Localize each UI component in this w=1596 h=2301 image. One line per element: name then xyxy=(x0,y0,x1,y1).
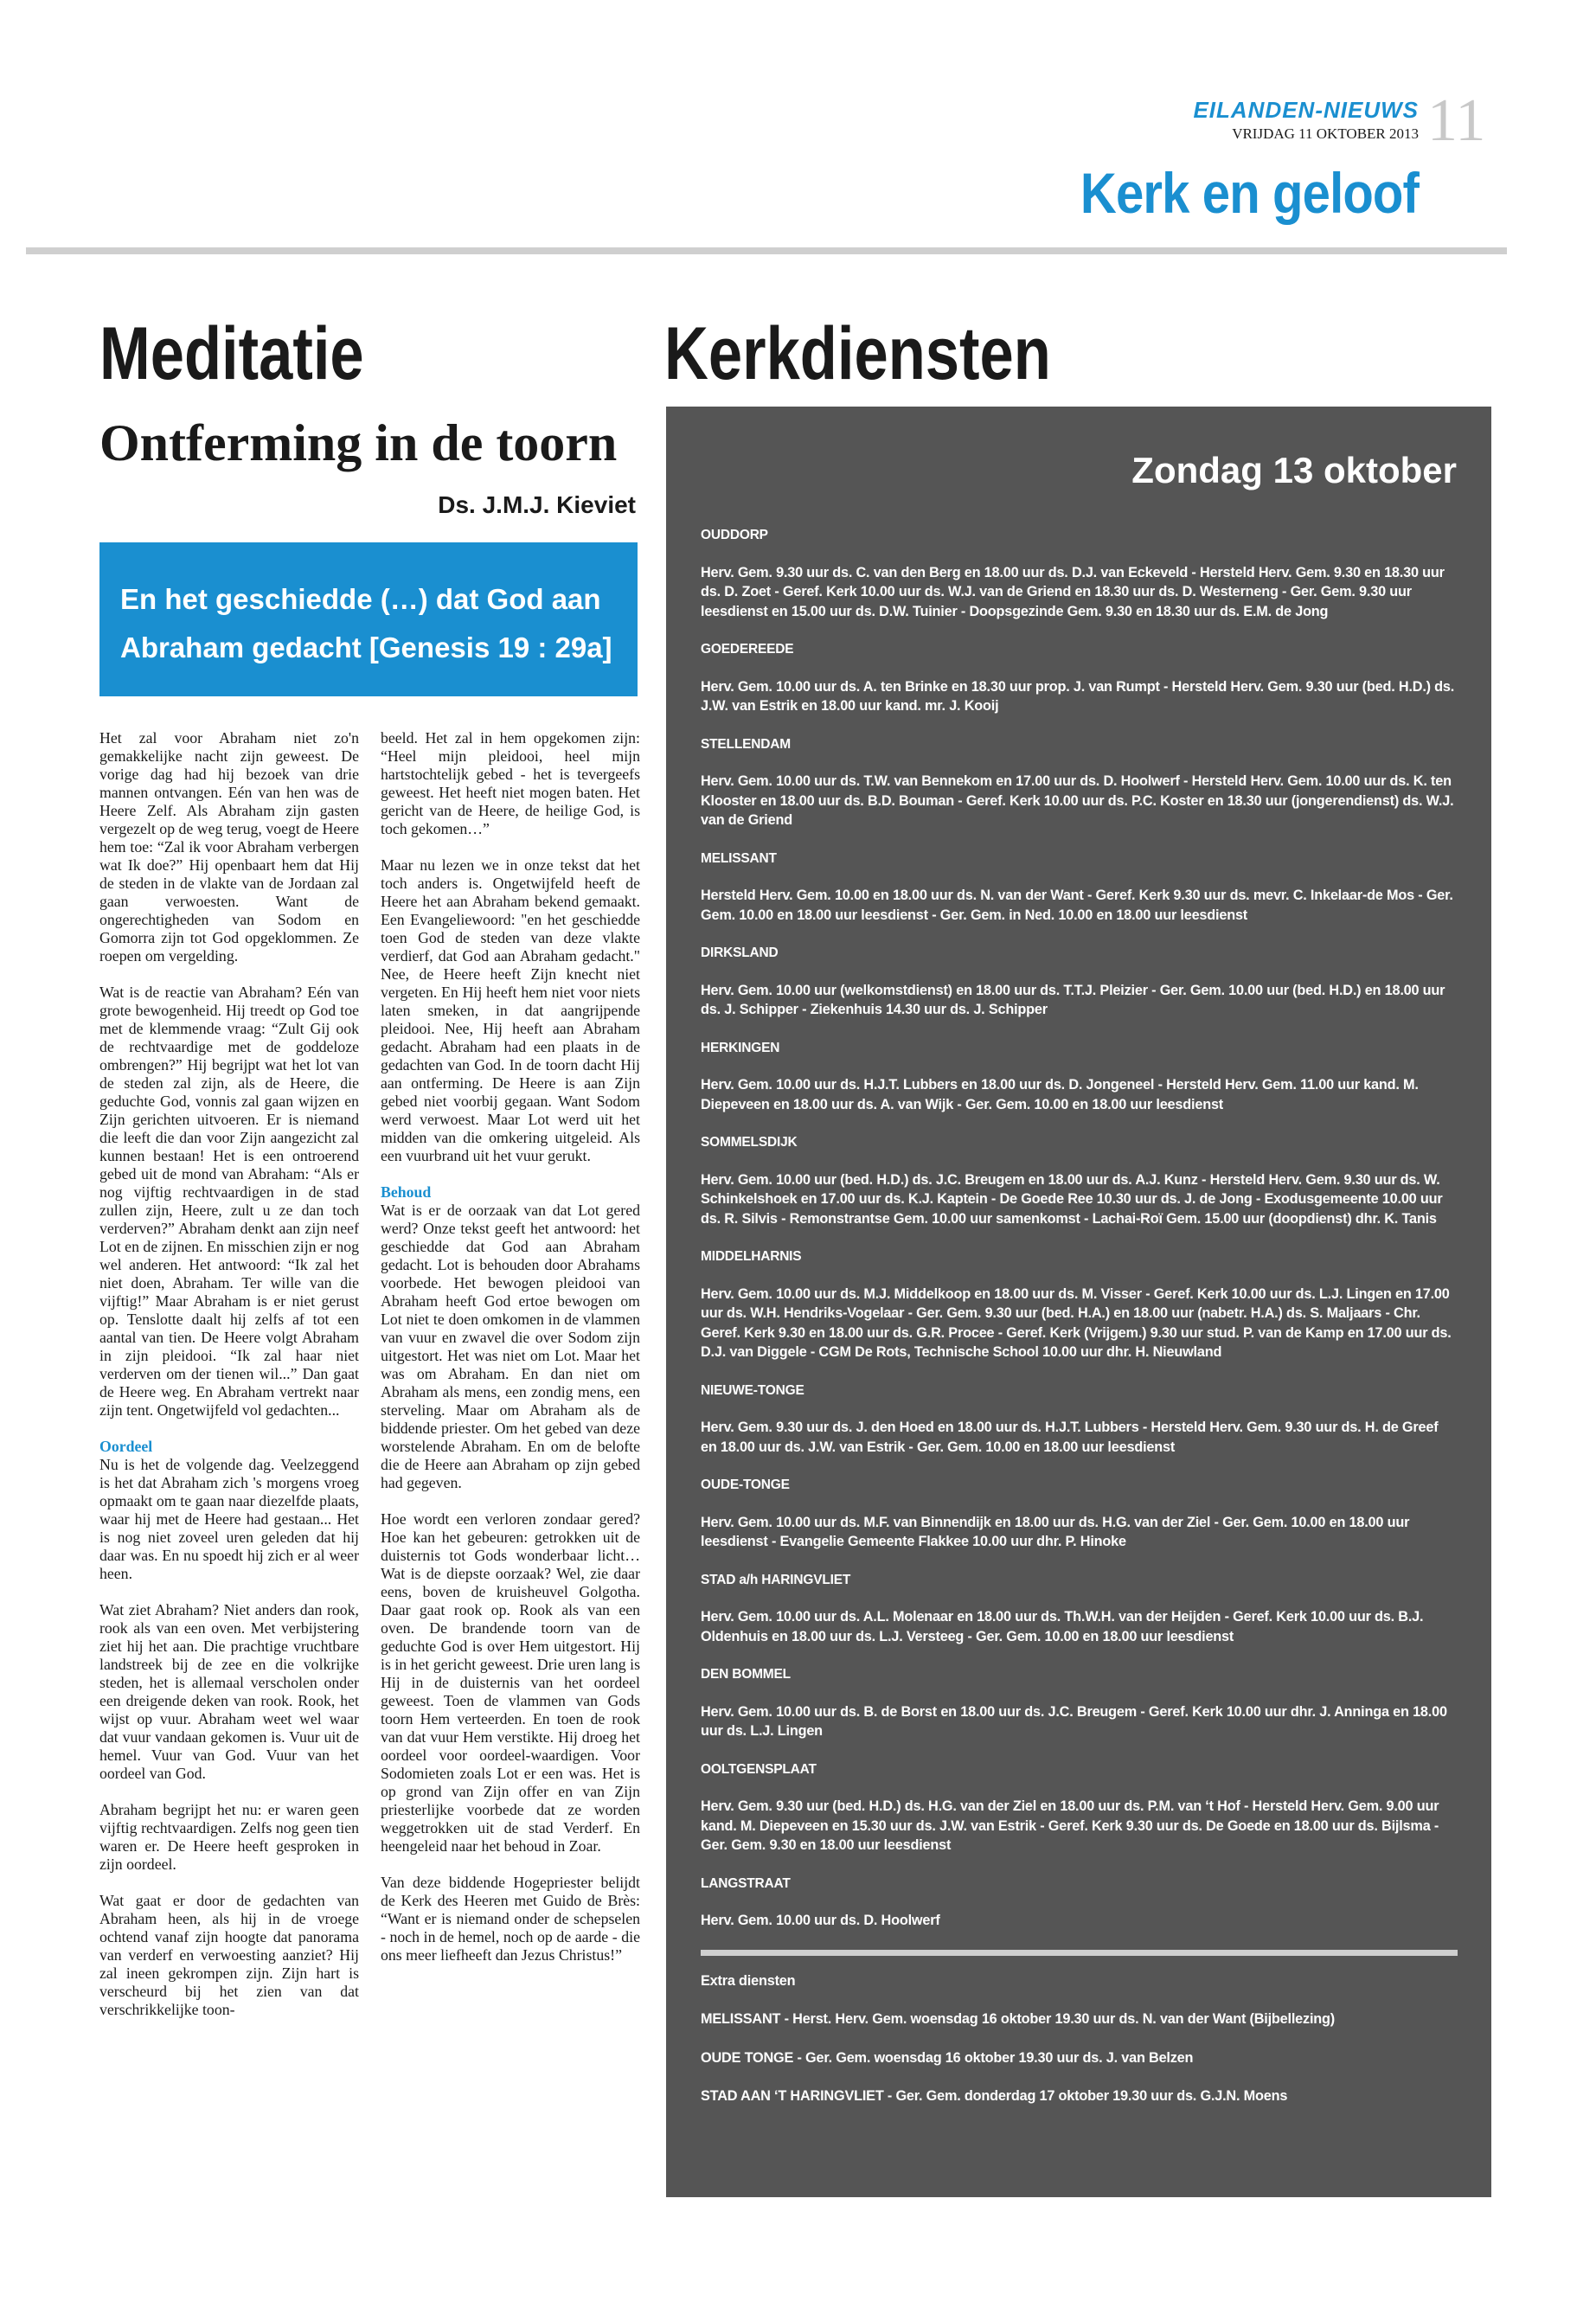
meditatie-heading: Meditatie xyxy=(99,312,364,395)
masthead xyxy=(1107,97,1419,143)
paragraph: Van deze biddende Hogepriester belijdt de Kerk des Heeren met Guido de Brès: “Want er is niemand onder de schepselen - noch in de hemel, noch op de aarde - die ons meer liefheeft dan Jezus Christus!” xyxy=(381,1874,640,1964)
place-name: NIEUWE-TONGE xyxy=(701,1382,804,1398)
subheading-oordeel: Oordeel xyxy=(99,1438,153,1455)
article-author: Ds. J.M.J. Kieviet xyxy=(438,491,636,518)
place-entry xyxy=(701,1875,1458,1931)
extra-service: MELISSANT - Herst. Herv. Gem. woensdag 16 oktober 19.30 uur ds. N. van der Want (Bijbellezing) xyxy=(701,2011,1336,2027)
paragraph: beeld. Het zal in hem opgekomen zijn: “Heel mijn pleidooi, heel mijn hartstochtelijk gebed - het is tevergeefs geweest. Het heeft niet mogen baten. Het gericht van de Heere, de heilige God, is toch gekomen…” xyxy=(381,729,640,837)
place-entry xyxy=(701,849,1458,926)
paragraph: Wat gaat er door de gedachten van Abraham heen, als hij in de vroege ochtend vanaf zijn hoogte dat panorama van verderf en verwoesting aanziet? Hij zal ineen gekrompen zijn. Zijn hart is verscheurd bij het zien van dat verschrikkelijke toon- xyxy=(99,1892,359,2018)
extra-service: OUDE TONGE - Ger. Gem. woensdag 16 oktober 19.30 uur ds. J. van Belzen xyxy=(701,2049,1194,2066)
place-entry xyxy=(701,1381,1458,1458)
place-entry xyxy=(701,944,1458,1020)
place-services: Herv. Gem. 10.00 uur ds. M.F. van Binnendijk en 18.00 uur ds. H.G. van der Ziel - Ger. Gem. 10.00 en 18.00 uur leesdienst - Evangelie Gemeente Flakkee 10.00 uur dhr. P. Hinoke xyxy=(701,1514,1410,1549)
article-column-1 xyxy=(99,729,359,2037)
issue-date: VRIJDAG 11 OKTOBER 2013 xyxy=(1232,125,1419,142)
extra-services-heading: Extra diensten xyxy=(701,1972,796,1989)
quote-line-1: En het geschiedde (…) dat God aan xyxy=(120,583,601,615)
article-title: Ontferming in de toorn xyxy=(99,414,618,471)
church-services-box xyxy=(666,407,1491,2197)
place-name: MIDDELHARNIS xyxy=(701,1249,802,1264)
place-services: Herv. Gem. 9.30 uur ds. C. van den Berg en 18.00 uur ds. D.J. van Eckeveld - Hersteld Herv. Gem. 9.30 en 18.30 uur ds. D. Zoet - Geref. Kerk 10.00 uur ds. W.J. van de Griend en 18.30 uur ds. D. Westerneng - Ger. Gem. 9.30 uur leesdienst en 15.00 uur ds. D.W. Tuinier - Doopsgezinde Gem. 9.30 en 18.30 uur ds. E.M. de Jong xyxy=(701,564,1445,619)
place-entry xyxy=(701,1571,1458,1647)
scripture-quote-box xyxy=(99,542,638,696)
paragraph: Wat is er de oorzaak van dat Lot gered werd? Onze tekst geeft het antwoord: het geschiedde dat God aan Abraham gedacht. Lot is behouden door Abrahams voorbede. Het bewogen pleidooi van Abraham heeft God ertoe bewogen om Lot niet te doen omkomen in de vlammen van vuur en zwavel die over Sodom zijn uitgestort. Het was niet om Lot. Maar het was om Abraham. En dan niet om Abraham als mens, een zondig mens, een sterveling. Maar om Abraham als de biddende priester. Om het gebed van deze worstelende Abraham. En om de belofte die de Heere aan Abraham op zijn gebed had gegeven. xyxy=(381,1202,640,1491)
paragraph: Wat ziet Abraham? Niet anders dan rook, rook als van een oven. Met verbijstering ziet hij het aan. Die prachtige vruchtbare landstreek bij de zee en die volkrijke steden, het is allemaal verscholen onder een dreigende deken van rook. Rook, het wijst op vuur. Abraham weet wel waar dat vuur vandaan gekomen is. Vuur uit de hemel. Vuur van God. Vuur van het oordeel van God. xyxy=(99,1601,359,1782)
header-divider xyxy=(26,247,1507,254)
place-entry xyxy=(701,526,1458,621)
extra-service: STAD AAN ‘T HARINGVLIET - Ger. Gem. donderdag 17 oktober 19.30 uur ds. G.J.N. Moens xyxy=(701,2088,1288,2104)
place-name: SOMMELSDIJK xyxy=(701,1135,798,1150)
place-entry xyxy=(701,1760,1458,1856)
place-name: OUDDORP xyxy=(701,528,768,542)
paragraph: Abraham begrijpt het nu: er waren geen vijftig rechtvaardigen. Zelfs nog geen tien waren er. De Heere heeft gesproken in zijn oordeel. xyxy=(99,1801,359,1873)
section-title: Kerk en geloof xyxy=(1080,161,1419,225)
place-entry xyxy=(701,1247,1458,1362)
place-name: STAD a/h HARINGVLIET xyxy=(701,1572,851,1587)
paragraph: Hoe wordt een verloren zondaar gered? Hoe kan het gebeuren: getrokken uit de duisternis tot Gods wonderbaar licht… Wat is de diepste oorzaak? Wel, zie daar eens, boven de kruisheuvel Golgotha. Daar gaat rook op. Rook als van een oven. De brandende toorn van de geduchte God is over Hem uitgestort. Hij is in het gericht geweest. Drie uren lang is Hij in de duisternis van het oordeel geweest. Toen de vlammen van Gods toorn Hem verteerden. En toen de rook van dat vuur Hem verstikte. Hij droeg het oordeel voor oordeel-waardigen. Voor Sodomieten zoals Lot er een was. Het is op grond van Zijn offer en van Zijn priesterlijke voorbede dat ze worden weggetrokken uit de stad Verderf. En heengeleid naar het behoud in Zoar. xyxy=(381,1510,640,1855)
newspaper-logo: EILANDEN-NIEUWS xyxy=(1193,97,1419,123)
place-entry xyxy=(701,1133,1458,1228)
article-column-2 xyxy=(381,729,640,1983)
place-services: Herv. Gem. 10.00 uur ds. A.L. Molenaar en 18.00 uur ds. Th.W.H. van der Heijden - Geref. Kerk 10.00 uur ds. B.J. Oldenhuis en 18.00 uur ds. L.J. Versteeg - Ger. Gem. 10.00 en 18.00 uur leesdienst xyxy=(701,1609,1424,1644)
place-entry xyxy=(701,640,1458,716)
place-services: Herv. Gem. 10.00 uur ds. A. ten Brinke en 18.30 uur prop. J. van Rumpt - Hersteld Herv. Gem. 9.30 uur (bed. H.D.) ds. J.W. van Estrik en 18.00 uur kand. mr. J. Kooij xyxy=(701,678,1455,714)
extra-services xyxy=(701,1971,1458,2106)
place-services: Herv. Gem. 10.00 uur (welkomstdienst) en 18.00 uur ds. T.T.J. Pleizier - Ger. Gem. 10.00 uur (bed. H.D.) en 18.00 uur ds. J. Schipper - Ziekenhuis 14.30 uur ds. J. Schipper xyxy=(701,982,1445,1017)
place-name: STELLENDAM xyxy=(701,736,791,752)
place-services: Herv. Gem. 10.00 uur ds. M.J. Middelkoop en 18.00 uur ds. M. Visser - Geref. Kerk 10.00 uur ds. L.J. Lingen en 17.00 uur ds. W.H. Hendriks-Vogelaar - Ger. Gem. 9.30 uur (bed. H.A.) en 18.00 uur (nabetr. H.A.) ds. S. Maljaars - Chr. Geref. Kerk 9.30 en 18.00 uur ds. G.R. Procee - Geref. Kerk (Vrijgem.) 9.30 uur stud. P. van de Kamp en 17.00 uur ds. D.J. van Diggele - CGM De Rots, Technische School 10.00 uur dhr. H. Nieuwland xyxy=(701,1285,1452,1360)
place-services: Herv. Gem. 9.30 uur ds. J. den Hoed en 18.00 uur ds. H.J.T. Lubbers - Hersteld Herv. Gem. 9.30 uur ds. H. de Greef en 18.00 uur ds. J.W. van Estrik - Ger. Gem. 10.00 en 18.00 uur leesdienst xyxy=(701,1420,1439,1455)
quote-line-2: Abraham gedacht [Genesis 19 : 29a] xyxy=(120,631,612,663)
place-name: MELISSANT xyxy=(701,850,777,866)
subheading-behoud: Behoud xyxy=(381,1183,432,1201)
paragraph: Wat is de reactie van Abraham? Eén van grote bewogenheid. Hij treedt op God toe met de klemmende vraag: “Zult Gij ook de rechtvaardige met de goddeloze ombrengen?” Hij begrijpt wat het lot van de steden zal zijn, als de Heere, die geduchte God, vonnis zal gaan wijzen en Zijn gerichten uitvoeren. Er is niemand die leeft die dan voor Zijn aangezicht zal kunnen bestaan! Het is een ontroerend gebed uit de mond van Abraham: “Als er nog vijftig rechtvaardigen in de stad zullen zijn, Heere, zult u ze dan toch verderven?” Abraham denkt aan zijn neef Lot en de zijnen. En misschien zijn er nog wel anderen. Het antwoord: “Ik zal het niet doen, Abraham. Ter wille van die vijftig!” Maar Abraham is er niet gerust op. Tenslotte daalt hij zelfs af tot een aantal van tien. De Heere volgt Abraham in zijn pleidooi. “Ik zal haar niet verderven om der tienen wil...” Dan gaat de Heere weg. En Abraham vertrekt naar zijn tent. Ongetwijfeld vol gedachten... xyxy=(99,984,359,1419)
place-entry xyxy=(701,735,1458,830)
place-services: Herv. Gem. 10.00 uur (bed. H.D.) ds. J.C. Breugem en 18.00 uur ds. A.J. Kunz - Hersteld Herv. Gem. 9.30 uur ds. W. Schinkelshoek en 17.00 uur ds. K.J. Kaptein - De Goede Ree 10.30 uur ds. J. de Jong - Exodusgemeente 10.00 uur ds. R. Silvis - Remonstrantse Gem. 10.00 uur samenkomst - Lachai-Roï Gem. 15.00 uur (doopdienst) dhr. K. Tanis xyxy=(701,1171,1443,1227)
paragraph: Nu is het de volgende dag. Veelzeggend is het dat Abraham zich 's morgens vroeg opmaakt om te gaan naar diezelfde plaats, waar hij met de Heere had gestaan... Het is nog niet zoveel uren geleden dat hij daar was. En nu spoedt hij zich er al weer heen. xyxy=(99,1456,359,1582)
place-name: LANGSTRAAT xyxy=(701,1875,791,1891)
place-entry xyxy=(701,1476,1458,1552)
page-number: 11 xyxy=(1427,87,1486,154)
place-name: DEN BOMMEL xyxy=(701,1667,791,1682)
place-services: Herv. Gem. 10.00 uur ds. H.J.T. Lubbers en 18.00 uur ds. D. Jongeneel - Hersteld Herv. Gem. 11.00 uur kand. M. Diepeveen en 18.00 uur ds. A. van Wijk - Ger. Gem. 10.00 en 18.00 uur leesdienst xyxy=(701,1077,1419,1112)
paragraph: Maar nu lezen we in onze tekst dat het toch anders is. Ongetwijfeld heeft de Heere het aan Abraham bekend gemaakt. Een Evangeliewoord: "en het geschiedde toen God de steden van deze vlakte verdierf, dat God aan Abraham gedacht." Nee, de Heere heeft Zijn knecht niet vergeten. En Hij heeft hem niet voor niets laten smeken, in dat aangrijpende pleidooi. Nee, Hij heeft aan Abraham gedacht. Abraham had een plaats in de gedachten van God. In de toorn dacht Hij aan ontferming. De Heere is aan Zijn gebed niet voorbij gegaan. Want Sodom werd verwoest. Maar Lot werd uit het midden van die omkering uitgeleid. Als een vuurbrand uit het vuur gerukt. xyxy=(381,856,640,1164)
place-services: Herv. Gem. 10.00 uur ds. B. de Borst en 18.00 uur ds. J.C. Breugem - Geref. Kerk 10.00 uur dhr. J. Anninga en 18.00 uur ds. L.J. Lingen xyxy=(701,1703,1447,1739)
place-entry xyxy=(701,1039,1458,1115)
place-name: GOEDEREEDE xyxy=(701,642,794,657)
paragraph: Het zal voor Abraham niet zo'n gemakkelijke nacht zijn geweest. De vorige dag had hij bezoek van drie mannen ontvangen. Eén van hen was de Heere Zelf. Als Abraham zijn gasten vergezelt op de weg terug, voegt de Heere hem toe: “Zal ik voor Abraham verbergen wat Ik doe?” Hij openbaart hem dat Hij de steden in de vlakte van de Jordaan zal gaan verwoesten. Want de ongerechtigheden van Sodom en Gomorra zijn tot God opgeklommen. Ze roepen om vergelding. xyxy=(99,729,359,965)
extra-services-divider xyxy=(701,1950,1458,1956)
services-date: Zondag 13 oktober xyxy=(1131,450,1457,490)
place-services: Herv. Gem. 10.00 uur ds. T.W. van Bennekom en 17.00 uur ds. D. Hoolwerf - Hersteld Herv. Gem. 10.00 uur ds. K. ten Klooster en 18.00 uur ds. B.D. Bouman - Geref. Kerk 10.00 uur ds. P.C. Koster en 18.30 uur (jongerendienst) ds. W.J. van de Griend xyxy=(701,773,1454,828)
services-list xyxy=(701,526,1458,2125)
place-services: Hersteld Herv. Gem. 10.00 en 18.00 uur ds. N. van der Want - Geref. Kerk 9.30 uur ds. mevr. C. Inkelaar-de Mos - Ger. Gem. 10.00 en 18.00 uur leesdienst - Ger. Gem. in Ned. 10.00 en 18.00 uur leesdienst xyxy=(701,888,1453,923)
place-services: Herv. Gem. 9.30 uur (bed. H.D.) ds. H.G. van der Ziel en 18.00 uur ds. P.M. van ‘t Hof - Hersteld Herv. Gem. 9.00 uur kand. M. Diepeveen en 15.30 uur ds. J.W. van Estrik - Geref. Kerk 9.30 uur ds. De Goede en 18.00 uur ds. Bijlsma - Ger. Gem. 9.30 en 18.00 uur leesdienst xyxy=(701,1798,1439,1853)
place-services: Herv. Gem. 10.00 uur ds. D. Hoolwerf xyxy=(701,1913,940,1928)
kerkdiensten-heading: Kerkdiensten xyxy=(664,312,1051,395)
place-name: OUDE-TONGE xyxy=(701,1477,790,1492)
place-name: HERKINGEN xyxy=(701,1040,780,1055)
place-entry xyxy=(701,1665,1458,1741)
place-name: OOLTGENSPLAAT xyxy=(701,1761,817,1777)
place-name: DIRKSLAND xyxy=(701,945,779,960)
